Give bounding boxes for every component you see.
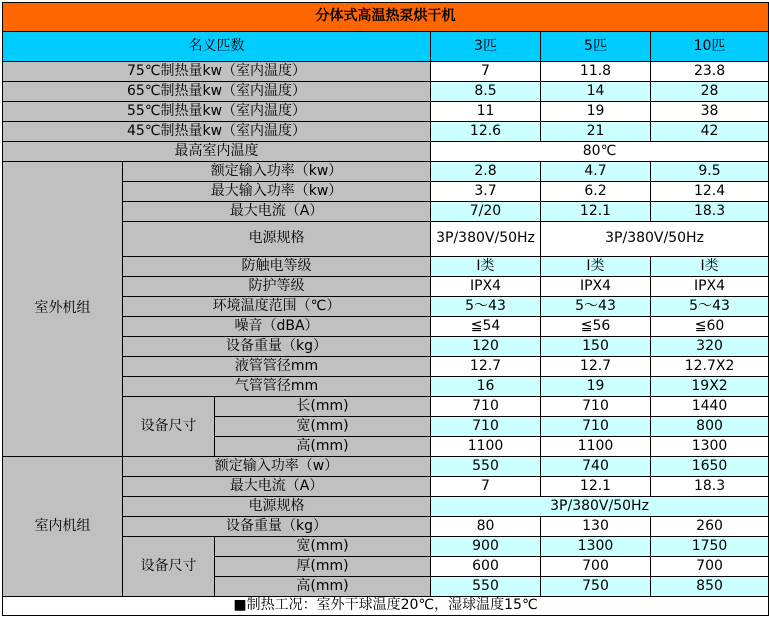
row-label: 设备重量（kg） — [123, 517, 431, 537]
cell-value: 5～43 — [431, 297, 541, 317]
cell-value: 260 — [651, 517, 769, 537]
row-label: 电源规格 — [123, 222, 431, 257]
row-label: 最高室内温度 — [3, 142, 431, 162]
cell-value: 12.1 — [541, 202, 651, 222]
cell-value: 16 — [431, 377, 541, 397]
cell-value: 850 — [651, 577, 769, 597]
cell-value: 42 — [651, 122, 769, 142]
row-label: 气管管径mm — [123, 377, 431, 397]
cell-value: 28 — [651, 82, 769, 102]
row-label: 高(mm) — [215, 437, 431, 457]
cell-value: 12.7 — [431, 357, 541, 377]
cell-value: 5～43 — [541, 297, 651, 317]
cell-value: 2.8 — [431, 162, 541, 182]
row-heating-45c — [3, 122, 769, 142]
cell-value: 710 — [541, 417, 651, 437]
row-label: 电源规格 — [123, 497, 431, 517]
cell-value: 3P/380V/50Hz — [541, 222, 769, 257]
cell-value: IPX4 — [431, 277, 541, 297]
cell-value: 1300 — [541, 537, 651, 557]
cell-value: ≦60 — [651, 317, 769, 337]
row-label: 高(mm) — [215, 577, 431, 597]
row-label: 厚(mm) — [215, 557, 431, 577]
cell-value: 120 — [431, 337, 541, 357]
cell-value: 700 — [651, 557, 769, 577]
cell-value: 12.1 — [541, 477, 651, 497]
cell-value: 3.7 — [431, 182, 541, 202]
row-label: 宽(mm) — [215, 417, 431, 437]
cell-value: 600 — [431, 557, 541, 577]
group-outdoor-unit: 室外机组 — [3, 162, 123, 457]
cell-value: Ⅰ类 — [431, 257, 541, 277]
row-label: 噪音（dBA） — [123, 317, 431, 337]
header-row — [3, 32, 769, 62]
cell-value: IPX4 — [651, 277, 769, 297]
cell-value: 14 — [541, 82, 651, 102]
cell-value: 800 — [651, 417, 769, 437]
cell-value: 710 — [431, 417, 541, 437]
cell-value: 130 — [541, 517, 651, 537]
cell-value: 150 — [541, 337, 651, 357]
row-heating-55c — [3, 102, 769, 122]
cell-value: 38 — [651, 102, 769, 122]
row-label: 75℃制热量kw（室内温度） — [3, 62, 431, 82]
title-row — [3, 3, 769, 32]
row-label: 防触电等级 — [123, 257, 431, 277]
row-label: 55℃制热量kw（室内温度） — [3, 102, 431, 122]
header-col-3hp: 3匹 — [431, 32, 541, 62]
header-col-5hp: 5匹 — [541, 32, 651, 62]
cell-value: 18.3 — [651, 477, 769, 497]
row-label: 防护等级 — [123, 277, 431, 297]
cell-value: 4.7 — [541, 162, 651, 182]
group-indoor-unit: 室内机组 — [3, 457, 123, 597]
cell-value: 80℃ — [431, 142, 769, 162]
cell-value: Ⅰ类 — [541, 257, 651, 277]
cell-value: 710 — [541, 397, 651, 417]
header-nominal-hp: 名义匹数 — [3, 32, 431, 62]
cell-value: 18.3 — [651, 202, 769, 222]
cell-value: 8.5 — [431, 82, 541, 102]
cell-value: 1440 — [651, 397, 769, 417]
cell-value: 21 — [541, 122, 651, 142]
footnote-row — [3, 597, 769, 616]
cell-value: 9.5 — [651, 162, 769, 182]
cell-value: 3P/380V/50Hz — [431, 497, 769, 517]
row-heating-75c — [3, 62, 769, 82]
cell-value: 700 — [541, 557, 651, 577]
cell-value: 19 — [541, 102, 651, 122]
cell-value: Ⅰ类 — [651, 257, 769, 277]
cell-value: 710 — [431, 397, 541, 417]
row-max-indoor-temp — [3, 142, 769, 162]
cell-value: 1100 — [541, 437, 651, 457]
cell-value: IPX4 — [541, 277, 651, 297]
row-label: 额定输入功率（w） — [123, 457, 431, 477]
cell-value: 320 — [651, 337, 769, 357]
cell-value: 1100 — [431, 437, 541, 457]
cell-value: 19X2 — [651, 377, 769, 397]
cell-value: 6.2 — [541, 182, 651, 202]
cell-value: 1750 — [651, 537, 769, 557]
row-label: 45℃制热量kw（室内温度） — [3, 122, 431, 142]
cell-value: 1300 — [651, 437, 769, 457]
cell-value: 80 — [431, 517, 541, 537]
heating-condition-note: ■制热工况：室外干球温度20℃，湿球温度15℃ — [3, 597, 769, 616]
row-heating-65c — [3, 82, 769, 102]
row-label: 最大电流（A） — [123, 477, 431, 497]
cell-value: 750 — [541, 577, 651, 597]
cell-value: 740 — [541, 457, 651, 477]
cell-value: 12.6 — [431, 122, 541, 142]
cell-value: ≦56 — [541, 317, 651, 337]
cell-value: 19 — [541, 377, 651, 397]
cell-value: ≦54 — [431, 317, 541, 337]
cell-value: 550 — [431, 577, 541, 597]
row-label: 设备重量（kg） — [123, 337, 431, 357]
cell-value: 3P/380V/50Hz — [431, 222, 541, 257]
row-outdoor-rated-power — [3, 162, 769, 182]
cell-value: 12.7X2 — [651, 357, 769, 377]
cell-value: 550 — [431, 457, 541, 477]
cell-value: 12.7 — [541, 357, 651, 377]
cell-value: 23.8 — [651, 62, 769, 82]
group-outdoor-dimensions: 设备尺寸 — [123, 397, 215, 457]
row-label: 最大输入功率（kw） — [123, 182, 431, 202]
cell-value: 7 — [431, 477, 541, 497]
cell-value: 11 — [431, 102, 541, 122]
page-title: 分体式高温热泵烘干机 — [3, 3, 769, 32]
row-label: 环境温度范围（℃） — [123, 297, 431, 317]
group-indoor-dimensions: 设备尺寸 — [123, 537, 215, 597]
cell-value: 7/20 — [431, 202, 541, 222]
cell-value: 7 — [431, 62, 541, 82]
cell-value: 5～43 — [651, 297, 769, 317]
cell-value: 900 — [431, 537, 541, 557]
row-indoor-rated-power — [3, 457, 769, 477]
row-label: 长(mm) — [215, 397, 431, 417]
row-label: 液管管径mm — [123, 357, 431, 377]
row-label: 宽(mm) — [215, 537, 431, 557]
row-label: 最大电流（A） — [123, 202, 431, 222]
header-col-10hp: 10匹 — [651, 32, 769, 62]
spec-table — [2, 2, 769, 616]
cell-value: 12.4 — [651, 182, 769, 202]
cell-value: 1650 — [651, 457, 769, 477]
cell-value: 11.8 — [541, 62, 651, 82]
row-label: 额定输入功率（kw） — [123, 162, 431, 182]
row-label: 65℃制热量kw（室内温度） — [3, 82, 431, 102]
